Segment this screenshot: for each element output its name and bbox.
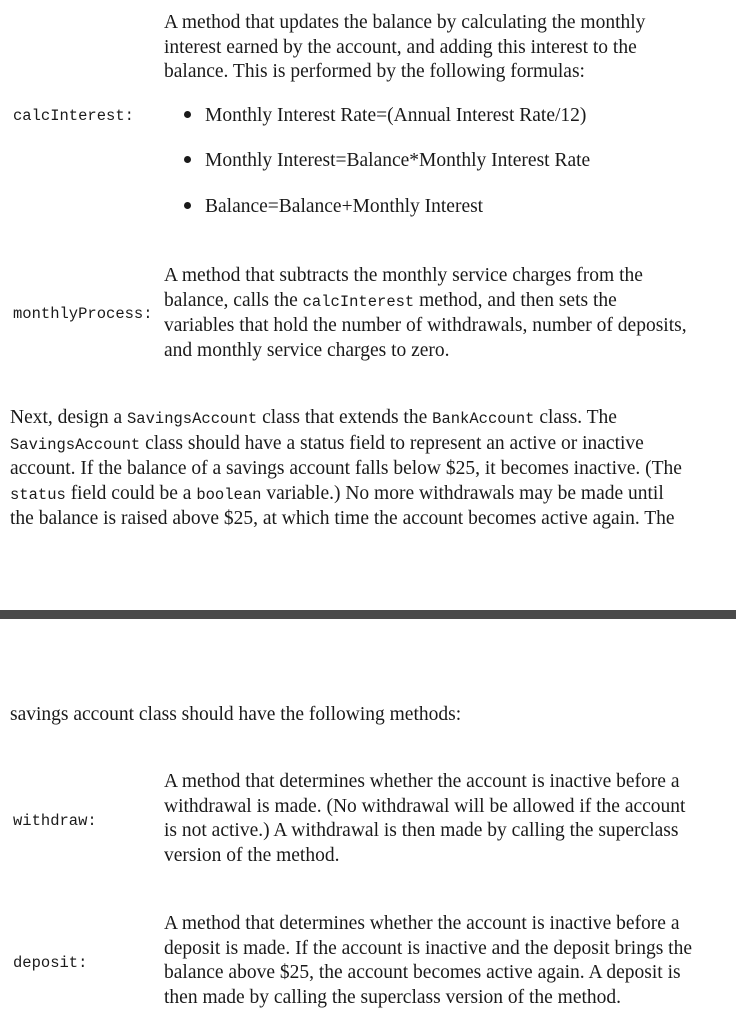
text-line: balance above $25, the account becomes active again. A deposit is bbox=[164, 962, 681, 983]
code-span: SavingsAccount bbox=[10, 435, 141, 454]
savings-account-paragraph bbox=[10, 406, 734, 532]
text-span: method, and then sets the bbox=[414, 289, 617, 311]
deposit-description bbox=[164, 912, 732, 1010]
bullet-item bbox=[184, 104, 586, 129]
bullet-icon bbox=[184, 202, 191, 209]
withdraw-description bbox=[164, 770, 732, 868]
text-span: variable.) No more withdrawals may be made until bbox=[261, 482, 664, 504]
code-span: status bbox=[10, 485, 66, 504]
text-line: A method that updates the balance by calculating the monthly bbox=[164, 12, 646, 33]
text-line bbox=[10, 432, 734, 458]
bullet-text: Monthly Interest=Balance*Monthly Interest Rate bbox=[205, 150, 591, 171]
text-line bbox=[164, 289, 732, 315]
calc-interest-term: calcInterest: bbox=[13, 107, 134, 125]
bullet-text: Monthly Interest Rate=(Annual Interest Rate/12) bbox=[205, 105, 587, 126]
continuation-line: savings account class should have the following methods: bbox=[10, 704, 462, 725]
monthly-process-term: monthlyProcess: bbox=[13, 305, 153, 323]
text-line: A method that determines whether the account is inactive before a bbox=[164, 771, 680, 792]
text-line: A method that subtracts the monthly service charges from the bbox=[164, 265, 643, 286]
deposit-term: deposit: bbox=[13, 954, 88, 972]
bullet-icon bbox=[184, 111, 191, 118]
calc-interest-description bbox=[164, 11, 732, 85]
text-line: then made by calling the superclass version of the method. bbox=[164, 986, 622, 1008]
text-line: deposit is made. If the account is inactive and the deposit brings the bbox=[164, 937, 692, 959]
text-span: balance, calls the bbox=[164, 289, 303, 311]
text-line bbox=[10, 482, 734, 508]
code-span: calcInterest bbox=[302, 292, 415, 311]
text-span: field could be a bbox=[65, 482, 197, 504]
text-line: is not active.) A withdrawal is then made by calling the superclass bbox=[164, 820, 679, 841]
monthly-process-description bbox=[164, 264, 732, 363]
text-span: class that extends the bbox=[257, 407, 433, 428]
withdraw-term: withdraw: bbox=[13, 812, 97, 830]
text-span: Next, design a bbox=[10, 407, 127, 428]
text-line: balance. This is performed by the following formulas: bbox=[164, 61, 585, 82]
text-line: and monthly service charges to zero. bbox=[164, 339, 450, 361]
bullet-icon bbox=[184, 156, 191, 163]
text-line: the balance is raised above $25, at which time the account becomes active again. The bbox=[10, 508, 675, 529]
text-line: interest earned by the account, and adding this interest to the bbox=[164, 36, 637, 58]
text-line: withdrawal is made. (No withdrawal will be allowed if the account bbox=[164, 795, 686, 817]
text-line: account. If the balance of a savings account falls below $25, it becomes inactive. (The bbox=[10, 458, 682, 479]
text-line: version of the method. bbox=[164, 844, 340, 866]
text-line: A method that determines whether the account is inactive before a bbox=[164, 913, 680, 934]
text-line: variables that hold the number of withdrawals, number of deposits, bbox=[164, 315, 687, 336]
text-span: class. The bbox=[534, 407, 617, 428]
page-divider bbox=[0, 610, 736, 619]
code-span: BankAccount bbox=[432, 410, 535, 428]
text-span: class should have a status field to represent an active or inactive bbox=[140, 432, 644, 454]
bullet-item bbox=[184, 195, 483, 220]
bullet-item bbox=[184, 149, 590, 174]
code-span: boolean bbox=[196, 485, 262, 504]
code-span: SavingsAccount bbox=[126, 410, 258, 428]
text-line bbox=[10, 406, 734, 432]
bullet-text: Balance=Balance+Monthly Interest bbox=[205, 196, 484, 217]
